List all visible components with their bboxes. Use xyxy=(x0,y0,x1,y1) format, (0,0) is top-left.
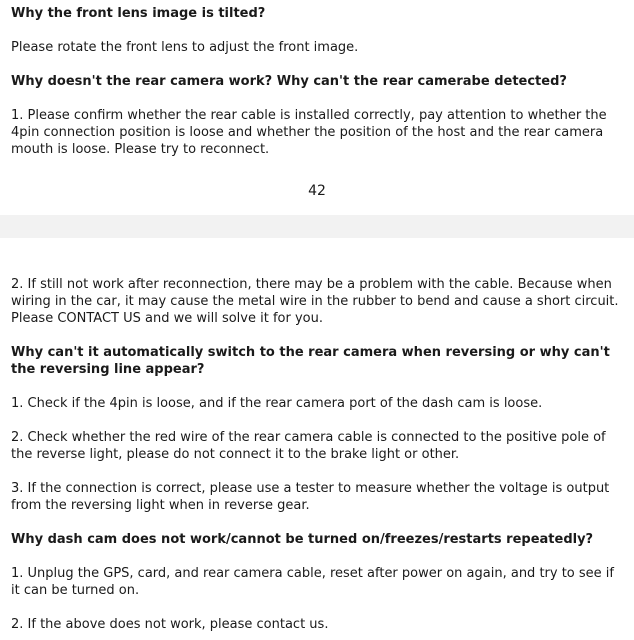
manual-page-bottom xyxy=(0,238,634,640)
answer-reversing-step-3: 3. If the connection is correct, please use a tester to measure whether the voltage is output from the reversing light when in reverse gear. xyxy=(11,481,610,513)
question-dash-cam-not-working: Why dash cam does not work/cannot be turned on/freezes/restarts repeatedly? xyxy=(11,532,594,547)
question-rear-camera-not-working: Why doesn't the rear camera work? Why can't the rear camerabe detected? xyxy=(11,74,567,89)
answer-rear-camera-step-2: 2. If still not work after reconnection, there may be a problem with the cable. Because when wiring in the car, it may cause the metal wire in the rubber to bend and cause a short circuit. Please CONTACT US and we will solve it for you. xyxy=(11,277,619,326)
answer-reversing-step-1: 1. Check if the 4pin is loose, and if the rear camera port of the dash cam is loose. xyxy=(11,396,543,411)
question-front-lens-tilted: Why the front lens image is tilted? xyxy=(11,6,266,21)
question-reversing-switch: Why can't it automatically switch to the rear camera when reversing or why can't the reversing line appear? xyxy=(11,345,610,377)
page-separator xyxy=(0,215,634,238)
answer-reversing-step-2: 2. Check whether the red wire of the rear camera cable is connected to the positive pole of the reverse light, please do not connect it to the brake light or other. xyxy=(11,430,606,462)
answer-front-lens-tilted: Please rotate the front lens to adjust the front image. xyxy=(11,40,359,55)
answer-dash-cam-step-2: 2. If the above does not work, please contact us. xyxy=(11,617,329,632)
manual-page-top xyxy=(0,0,634,215)
page-number: 42 xyxy=(308,183,326,199)
answer-rear-camera-step-1: 1. Please confirm whether the rear cable is installed correctly, pay attention to whether the 4pin connection position is loose and whether the position of the host and the rear camera mouth is loose. Please try to reconnect. xyxy=(11,108,607,157)
answer-dash-cam-step-1: 1. Unplug the GPS, card, and rear camera cable, reset after power on again, and try to see if it can be turned on. xyxy=(11,566,614,598)
